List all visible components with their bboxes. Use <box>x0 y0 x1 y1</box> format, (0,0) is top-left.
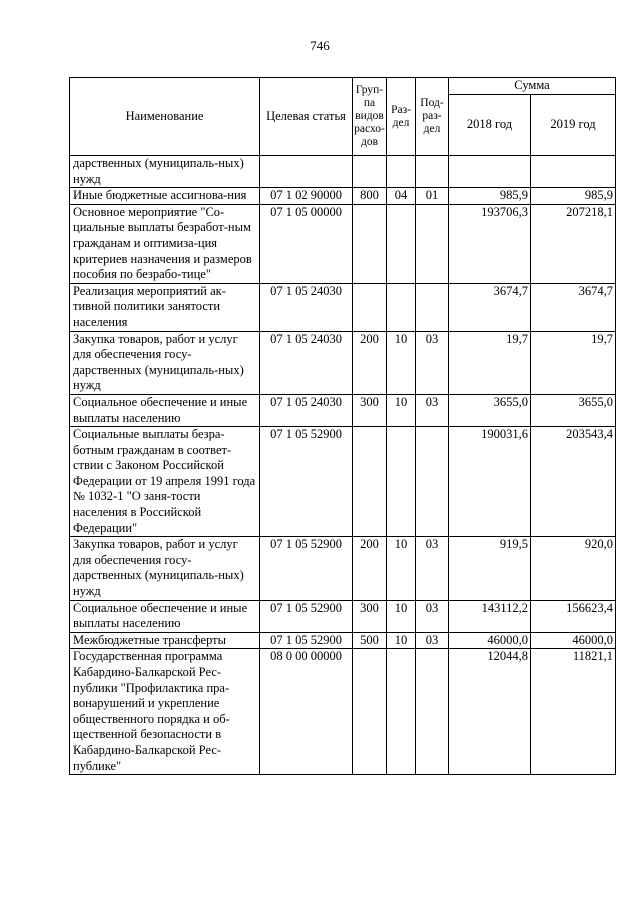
row-name: Социальные выплаты безра-ботным гражданам в соответ-ствии с Законом Российской Федерации от 19 апреля 1991 года № 1032-1 "О заня-тости населения в Российской Федерации" <box>70 427 260 537</box>
row-expense-group: 300 <box>353 394 387 426</box>
table-row <box>70 204 616 283</box>
row-target-article: 08 0 00 00000 <box>260 649 353 775</box>
table-row <box>70 632 616 649</box>
row-sum-2018: 985,9 <box>449 188 531 205</box>
row-section: 10 <box>387 537 416 600</box>
row-name: Закупка товаров, работ и услуг для обеспечения госу-дарственных (муниципаль-ных) нужд <box>70 331 260 394</box>
row-expense-group: 800 <box>353 188 387 205</box>
row-section: 10 <box>387 331 416 394</box>
header-sum: Сумма <box>449 78 616 95</box>
row-expense-group <box>353 427 387 537</box>
header-subsection: Под-раз-дел <box>416 78 449 156</box>
row-section: 10 <box>387 632 416 649</box>
row-subsection <box>416 427 449 537</box>
row-subsection: 03 <box>416 394 449 426</box>
row-target-article: 07 1 02 90000 <box>260 188 353 205</box>
row-subsection <box>416 283 449 331</box>
row-expense-group: 200 <box>353 537 387 600</box>
row-sum-2019: 11821,1 <box>531 649 616 775</box>
row-sum-2019: 920,0 <box>531 537 616 600</box>
row-target-article: 07 1 05 52900 <box>260 537 353 600</box>
header-name: Наименование <box>70 78 260 156</box>
row-subsection: 01 <box>416 188 449 205</box>
row-subsection: 03 <box>416 537 449 600</box>
row-sum-2018: 3655,0 <box>449 394 531 426</box>
table-row <box>70 537 616 600</box>
row-sum-2018: 12044,8 <box>449 649 531 775</box>
row-subsection <box>416 156 449 188</box>
row-name: Социальное обеспечение и иные выплаты населению <box>70 600 260 632</box>
table-row <box>70 331 616 394</box>
row-section <box>387 427 416 537</box>
row-sum-2019: 207218,1 <box>531 204 616 283</box>
row-target-article: 07 1 05 52900 <box>260 600 353 632</box>
row-name: Основное мероприятие "Со-циальные выплаты безработ-ным гражданам и оптимиза-ция критериев назначения и размеров пособия по безрабо-тице" <box>70 204 260 283</box>
row-sum-2019: 19,7 <box>531 331 616 394</box>
row-name: дарственных (муниципаль-ных) нужд <box>70 156 260 188</box>
row-section: 10 <box>387 600 416 632</box>
row-expense-group: 300 <box>353 600 387 632</box>
row-sum-2018: 19,7 <box>449 331 531 394</box>
row-expense-group <box>353 283 387 331</box>
row-expense-group: 500 <box>353 632 387 649</box>
row-target-article: 07 1 05 24030 <box>260 331 353 394</box>
table-row <box>70 649 616 775</box>
row-target-article: 07 1 05 52900 <box>260 632 353 649</box>
row-expense-group <box>353 156 387 188</box>
row-section: 04 <box>387 188 416 205</box>
row-subsection <box>416 649 449 775</box>
page-number: 746 <box>310 38 330 53</box>
row-sum-2019: 46000,0 <box>531 632 616 649</box>
row-sum-2018 <box>449 156 531 188</box>
row-subsection: 03 <box>416 331 449 394</box>
row-expense-group: 200 <box>353 331 387 394</box>
row-name: Реализация мероприятий ак-тивной политики занятости населения <box>70 283 260 331</box>
header-year-2019: 2019 год <box>531 95 616 156</box>
row-sum-2019: 985,9 <box>531 188 616 205</box>
row-target-article: 07 1 05 52900 <box>260 427 353 537</box>
table-row <box>70 283 616 331</box>
row-expense-group <box>353 204 387 283</box>
row-section <box>387 156 416 188</box>
row-target-article <box>260 156 353 188</box>
table-row <box>70 394 616 426</box>
row-sum-2019: 3655,0 <box>531 394 616 426</box>
row-subsection <box>416 204 449 283</box>
row-sum-2018: 143112,2 <box>449 600 531 632</box>
header-target-article: Целевая статья <box>260 78 353 156</box>
table-row <box>70 600 616 632</box>
row-subsection: 03 <box>416 600 449 632</box>
row-sum-2018: 3674,7 <box>449 283 531 331</box>
row-section: 10 <box>387 394 416 426</box>
row-target-article: 07 1 05 00000 <box>260 204 353 283</box>
row-sum-2019: 203543,4 <box>531 427 616 537</box>
row-section <box>387 204 416 283</box>
header-expense-group: Груп-па видов расхо-дов <box>353 78 387 156</box>
row-name: Иные бюджетные ассигнова-ния <box>70 188 260 205</box>
row-target-article: 07 1 05 24030 <box>260 283 353 331</box>
row-name: Государственная программа Кабардино-Балкарской Рес-публики "Профилактика пра-вонарушений и укрепление общественного порядка и об-щественной безопасности в Кабардино-Балкарской Рес-публике" <box>70 649 260 775</box>
row-name: Социальное обеспечение и иные выплаты населению <box>70 394 260 426</box>
table-row <box>70 427 616 537</box>
budget-table <box>69 77 616 775</box>
row-section <box>387 649 416 775</box>
table-row <box>70 156 616 188</box>
row-sum-2019: 3674,7 <box>531 283 616 331</box>
row-sum-2019: 156623,4 <box>531 600 616 632</box>
header-year-2018: 2018 год <box>449 95 531 156</box>
row-expense-group <box>353 649 387 775</box>
row-sum-2018: 190031,6 <box>449 427 531 537</box>
row-name: Межбюджетные трансферты <box>70 632 260 649</box>
row-sum-2019 <box>531 156 616 188</box>
row-section <box>387 283 416 331</box>
row-subsection: 03 <box>416 632 449 649</box>
row-sum-2018: 193706,3 <box>449 204 531 283</box>
row-sum-2018: 919,5 <box>449 537 531 600</box>
header-section: Раз-дел <box>387 78 416 156</box>
row-target-article: 07 1 05 24030 <box>260 394 353 426</box>
table-row <box>70 188 616 205</box>
row-name: Закупка товаров, работ и услуг для обеспечения госу-дарственных (муниципаль-ных) нужд <box>70 537 260 600</box>
row-sum-2018: 46000,0 <box>449 632 531 649</box>
